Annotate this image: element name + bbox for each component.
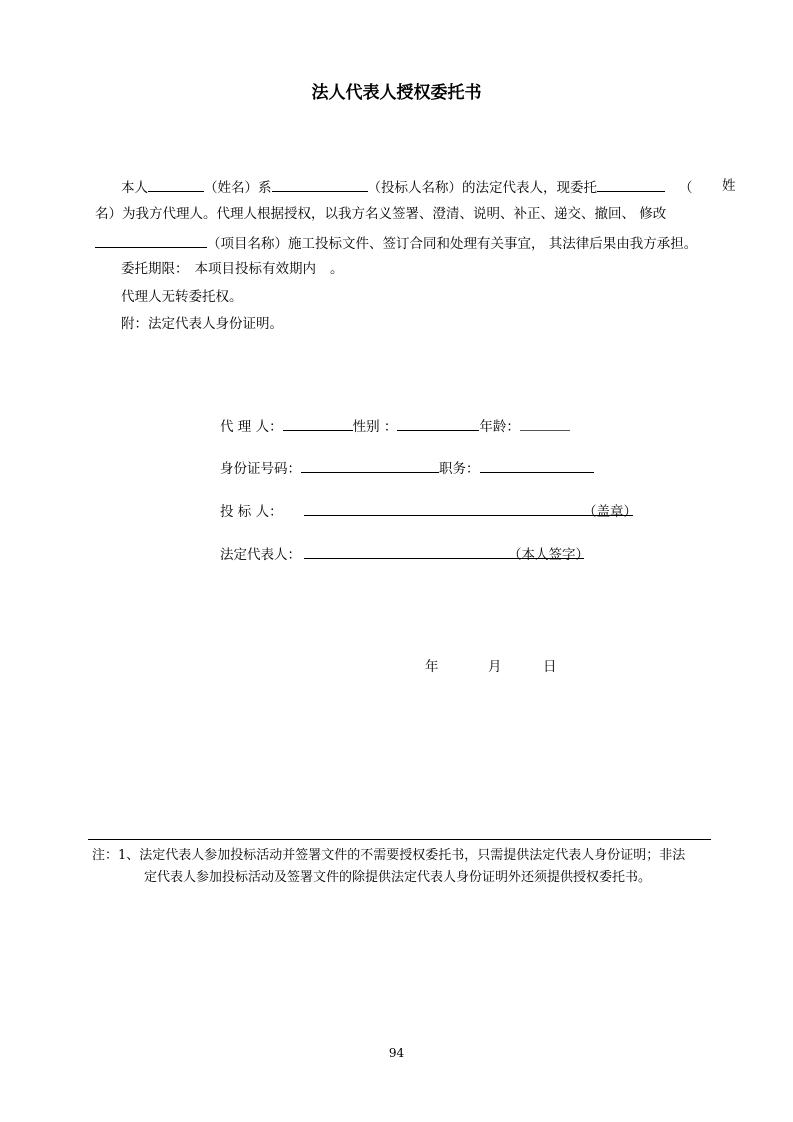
para1-line1 <box>121 176 693 198</box>
page-number: 94 <box>388 1046 405 1060</box>
document-title: 法人代表人授权委托书 <box>311 83 482 103</box>
term-line <box>121 259 344 279</box>
note-line1: 注：1、法定代表人参加投标活动并签署文件的不需要授权委托书，只需提供法定代表人身份证明；非法 <box>92 848 686 863</box>
id-row <box>220 457 594 477</box>
legal-rep-label: 法定代表人： <box>220 547 301 563</box>
seal-note: （盖章） <box>583 504 637 520</box>
legal-rep-row <box>220 543 301 563</box>
para1-text-xing: 姓 <box>722 178 736 194</box>
para1-text-rep: （投标人名称）的法定代表人，现委托 <box>367 180 597 196</box>
term-end: 。 <box>330 261 344 277</box>
date-month: 月 <box>488 659 502 675</box>
position-field[interactable] <box>480 457 594 473</box>
name-blank[interactable] <box>148 176 204 192</box>
position-label: 职务： <box>439 461 480 477</box>
bidder-name-blank[interactable] <box>272 176 368 192</box>
para1-line3-text: （项目名称）施工投标文件、签订合同和处理有关事宜， 其法律后果由我方承担。 <box>207 236 698 252</box>
date-year: 年 <box>425 659 439 675</box>
gender-label: 性别 ： <box>352 419 398 435</box>
date-day: 日 <box>543 659 557 675</box>
term-label: 委托期限： <box>121 261 189 277</box>
id-number-field[interactable] <box>301 457 439 473</box>
age-field[interactable] <box>520 415 570 431</box>
age-label: 年龄： <box>479 419 520 435</box>
note-line2: 定代表人参加投标活动及签署文件的除提供法定代表人身份证明外还须提供授权委托书。 <box>144 870 652 885</box>
bidder-row <box>220 500 283 520</box>
sign-note: （本人签字） <box>508 547 589 563</box>
agent-row <box>220 415 570 435</box>
no-delegation: 代理人无转委托权。 <box>121 289 243 305</box>
project-name-blank[interactable] <box>95 232 207 248</box>
para1-line2: 名）为我方代理人。代理人根据授权，以我方名义签署、澄清、说明、补正、递交、撤回、 修改 <box>95 206 667 222</box>
bidder-label: 投 标 人： <box>220 504 283 520</box>
gender-field[interactable] <box>397 415 479 431</box>
agent-field[interactable] <box>283 415 353 431</box>
para1-text-self: 本人 <box>121 180 148 196</box>
id-label: 身份证号码： <box>220 461 301 477</box>
note-divider <box>88 839 711 840</box>
attachment-note: 附：法定代表人身份证明。 <box>121 316 283 332</box>
para1-text-name: （姓名）系 <box>204 180 272 196</box>
agent-name-blank[interactable] <box>597 176 665 192</box>
term-value: 本项目投标有效期内 <box>194 261 316 277</box>
agent-label: 代 理 人： <box>220 419 283 435</box>
para1-text-paren: （ <box>679 180 693 196</box>
para1-line3 <box>95 232 697 254</box>
